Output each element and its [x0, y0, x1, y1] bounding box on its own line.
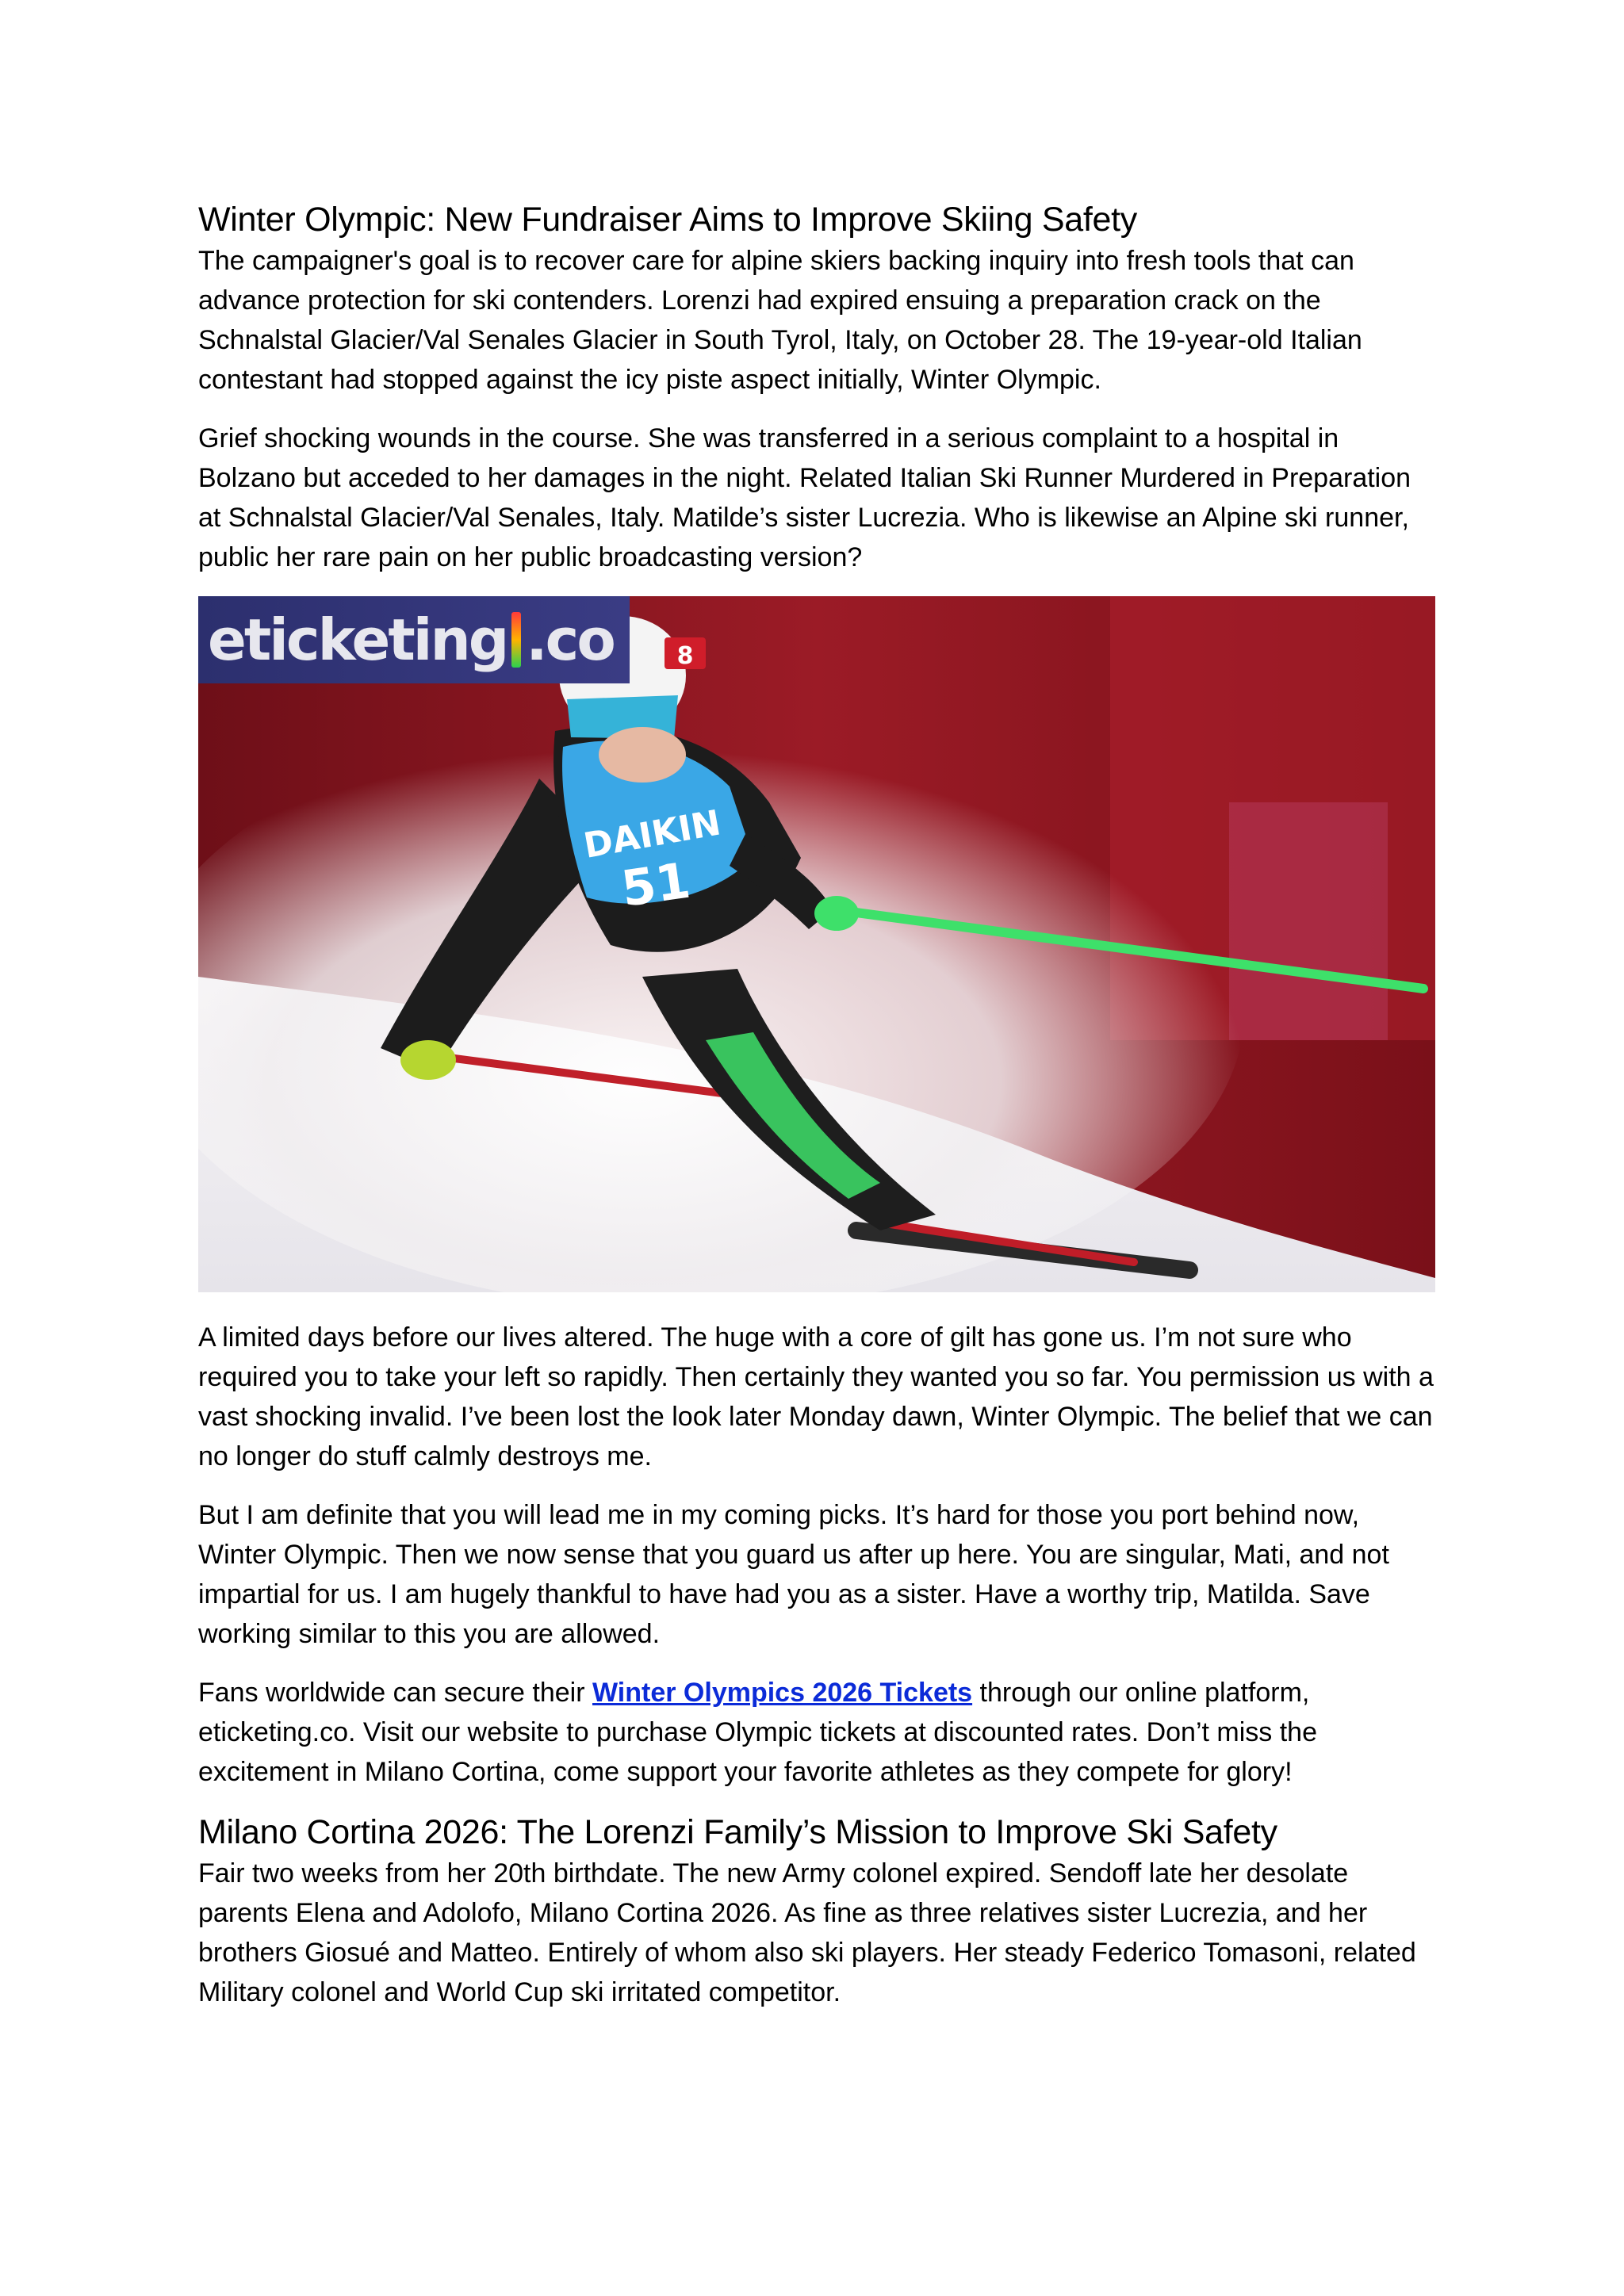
helmet-number-text: 8	[676, 642, 694, 670]
watermark-suffix: .co	[526, 607, 614, 673]
document-page	[198, 198, 1435, 2031]
body-paragraph: Grief shocking wounds in the course. She was transferred in a serious complaint to a hospital in Bolzano but acceded to her damages in the night. Related Italian Ski Runner Murdered in Preparation at Schnalstal Glacier/Val Senales, Italy. Matilde’s sister Lucrezia. Who is likewise an Alpine ski runner, public her rare pain on her public broadcasting version?	[198, 423, 1411, 572]
bib-sponsor-text: DAIKIN	[580, 802, 724, 867]
promo-paragraph	[198, 1673, 1435, 1792]
body-paragraph: Fair two weeks from her 20th birthdate. The new Army colonel expired. Sendoff late her desolate parents Elena and Adolofo, Milano Cortina 2026. As fine as three relatives sister Lucrezia, and her brothers Giosué and Matteo. Entirely of whom also ski players. Her steady Federico Tomasoni, related Military colonel and World Cup ski irritated competitor.	[198, 1858, 1416, 2007]
promo-text-before: Fans worldwide can secure their	[198, 1678, 593, 1708]
eticketing-watermark-logo	[198, 596, 630, 683]
body-paragraph: A limited days before our lives altered. The huge with a core of gilt has gone us. I’m not sure who required you to take your left so rapidly. Then certainly they wanted you so far. You permission us with a vast shocking invalid. I’ve been lost the look later Monday dawn, Winter Olympic. The belief that we can no longer do stuff calmly destroys me.	[198, 1322, 1434, 1471]
section-heading: Milano Cortina 2026: The Lorenzi Family’s Mission to Improve Ski Safety	[198, 1813, 1277, 1851]
winter-olympics-tickets-link[interactable]: Winter Olympics 2026 Tickets	[592, 1678, 973, 1708]
skier-photo	[198, 596, 1435, 1292]
bib-number-text: 51	[618, 851, 694, 918]
body-paragraph: But I am definite that you will lead me in my coming picks. It’s hard for those you port behind now, Winter Olympic. Then we now sense that you guard us after up here. You are singular, Mati, and not impartial for us. I am hugely thankful to have had you as a sister. Have a worthy trip, Matilda. Save working similar to this you are allowed.	[198, 1500, 1389, 1649]
promo-text-after: through our online platform, eticketing.co. Visit our website to purchase Olympic tickets at discounted rates. Don’t miss the excitement in Milano Cortina, come support your favorite athletes as they compete for glory!	[198, 1678, 1317, 1787]
body-paragraph: The campaigner's goal is to recover care for alpine skiers backing inquiry into fresh tools that can advance protection for ski contenders. Lorenzi had expired ensuing a preparation crack on the Schnalstal Glacier/Val Senales Glacier in South Tyrol, Italy, on October 28. The 19-year-old Italian contestant had stopped against the icy piste aspect initially, Winter Olympic.	[198, 246, 1362, 395]
section-heading: Winter Olympic: New Fundraiser Aims to Improve Skiing Safety	[198, 201, 1137, 239]
watermark-text: eticketing	[208, 607, 508, 673]
watermark-color-bar-icon	[511, 612, 521, 668]
